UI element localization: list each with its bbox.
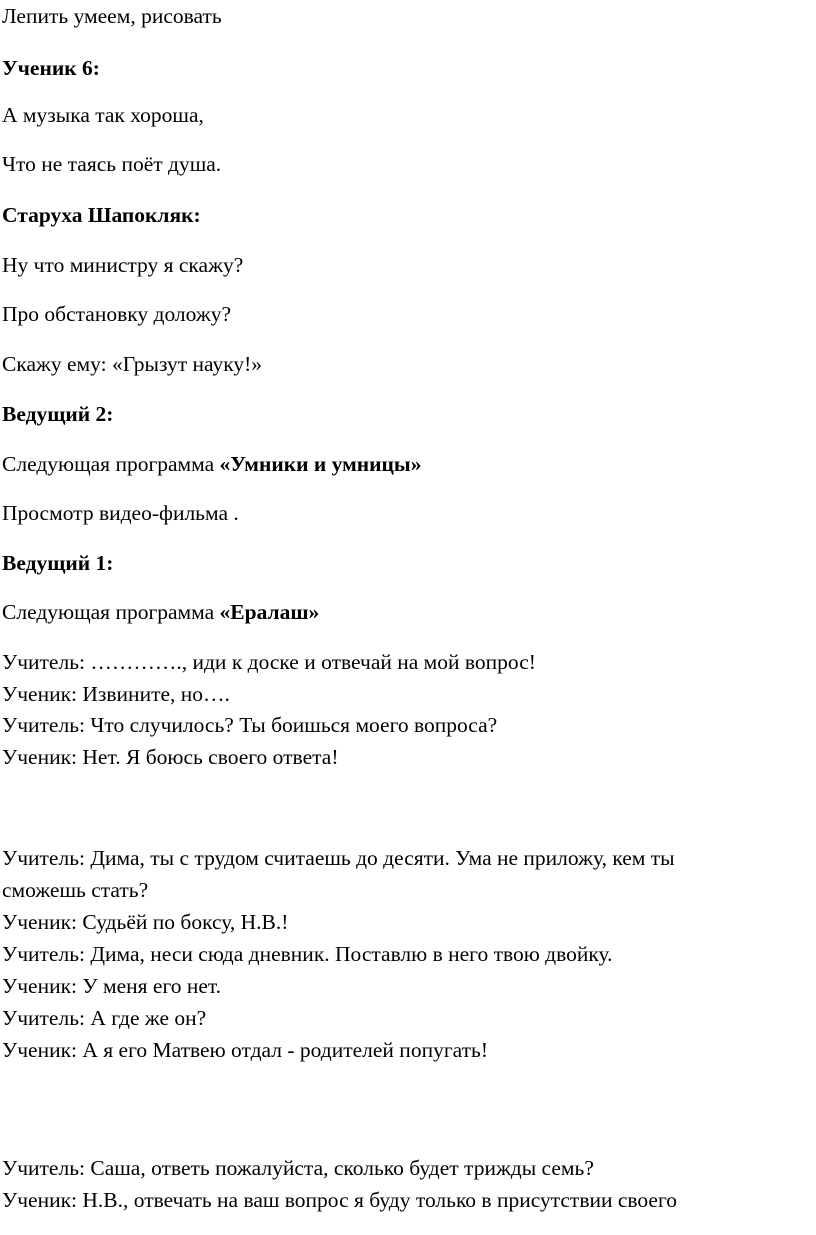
dialog-line: Ученик: У меня его нет. bbox=[2, 974, 222, 998]
dialog-line: Ученик: А я его Матвею отдал - родителей попугать! bbox=[2, 1038, 488, 1062]
speaker-heading: Ведущий 1: bbox=[2, 551, 114, 575]
dialog-line: Ученик: Н.В., отвечать на ваш вопрос я буду только в присутствии своего bbox=[2, 1188, 678, 1212]
program-line bbox=[2, 598, 319, 626]
text-line: Ну что министру я скажу? bbox=[2, 253, 244, 277]
speaker-heading: Старуха Шапокляк: bbox=[2, 203, 201, 227]
speaker-heading: Ведущий 2: bbox=[2, 402, 114, 426]
text-line: А музыка так хороша, bbox=[2, 103, 204, 127]
dialog-line: Учитель: Дима, ты с трудом считаешь до десяти. Ума не приложу, кем ты bbox=[2, 846, 675, 870]
text-line: Что не таясь поёт душа. bbox=[2, 152, 222, 176]
dialog-line: Учитель: …………., иди к доске и отвечай на мой вопрос! bbox=[2, 650, 536, 674]
text-line: Просмотр видео-фильма . bbox=[2, 501, 239, 525]
text-line: Скажу ему: «Грызут науку!» bbox=[2, 352, 263, 376]
speaker-heading: Ученик 6: bbox=[2, 56, 100, 80]
dialog-line: Учитель: Что случилось? Ты боишься моего вопроса? bbox=[2, 713, 498, 737]
program-line bbox=[2, 450, 421, 478]
dialog-line: Ученик: Нет. Я боюсь своего ответа! bbox=[2, 745, 339, 769]
text-line: Про обстановку доложу? bbox=[2, 302, 232, 326]
dialog-line: Ученик: Извините, но…. bbox=[2, 682, 230, 706]
dialog-line: Учитель: Дима, неси сюда дневник. Поставлю в него твою двойку. bbox=[2, 942, 613, 966]
dialog-line: Учитель: А где же он? bbox=[2, 1006, 207, 1030]
dialog-line: Ученик: Судьёй по боксу, Н.В.! bbox=[2, 910, 289, 934]
program-title: «Умники и умницы» bbox=[219, 452, 422, 476]
program-prefix: Следующая программа bbox=[2, 452, 220, 476]
program-prefix: Следующая программа bbox=[2, 600, 220, 624]
dialog-line: сможешь стать? bbox=[2, 878, 149, 902]
dialog-line: Учитель: Саша, ответь пожалуйста, сколько будет трижды семь? bbox=[2, 1156, 594, 1180]
program-title: «Ералаш» bbox=[219, 600, 320, 624]
text-line: Лепить умеем, рисовать bbox=[2, 4, 222, 28]
